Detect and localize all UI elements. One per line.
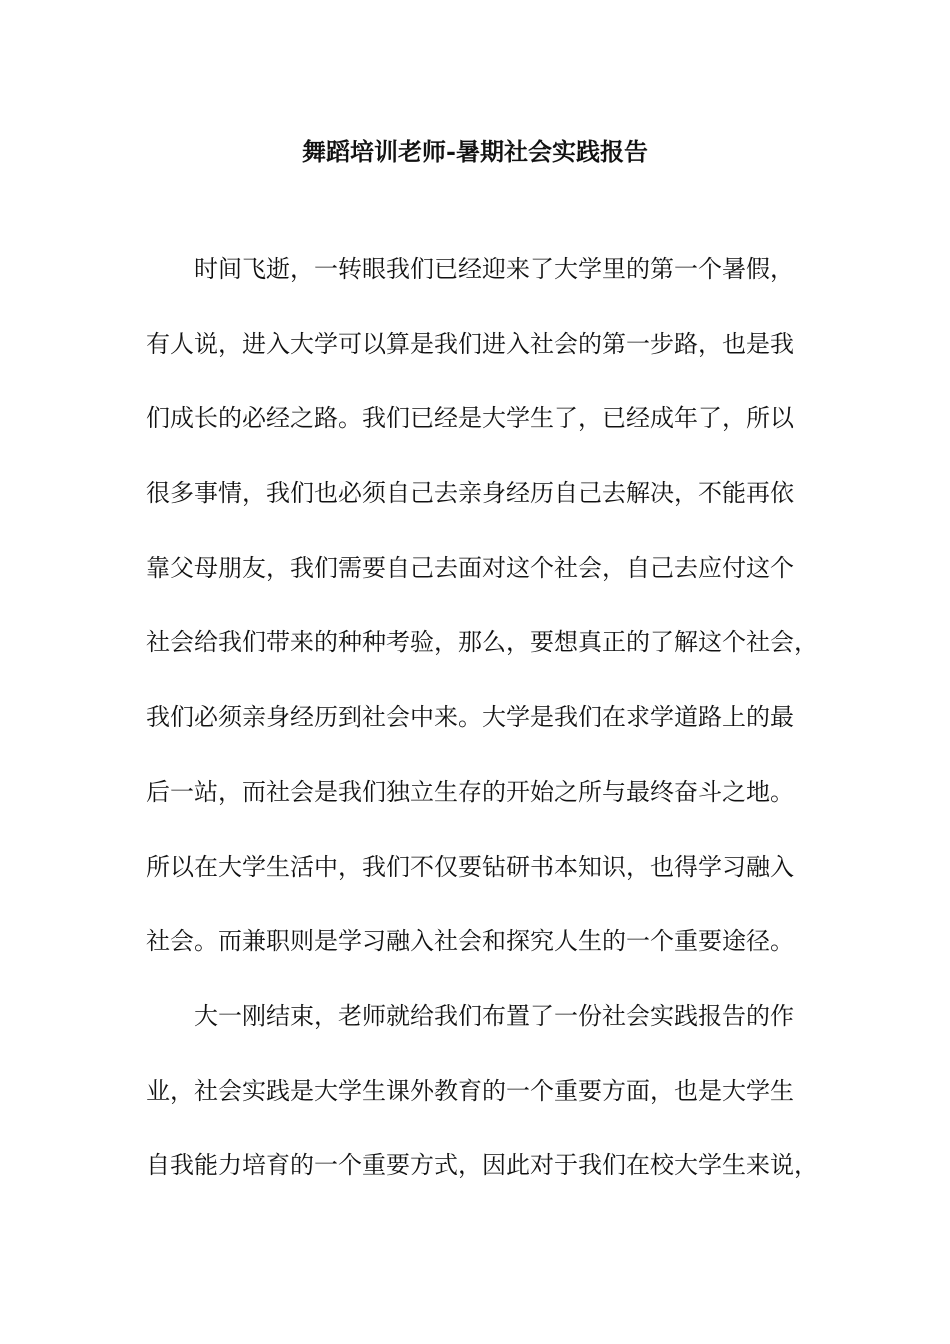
paragraph-line: 有人说，进入大学可以算是我们进入社会的第一步路，也是我 (146, 329, 794, 358)
paragraph-line: 我们必须亲身经历到社会中来。大学是我们在求学道路上的最 (146, 703, 794, 732)
paragraph-line: 时间飞逝，一转眼我们已经迎来了大学里的第一个暑假， (194, 255, 794, 283)
document-title: 舞蹈培训老师-暑期社会实践报告 (302, 137, 648, 166)
paragraph-line: 社会给我们带来的种种考验，那么，要想真正的了解这个社会， (146, 628, 818, 657)
paragraph-line: 很多事情，我们也必须自己去亲身经历自己去解决，不能再依 (146, 479, 794, 508)
paragraph-line: 自我能力培育的一个重要方式，因此对于我们在校大学生来说， (146, 1151, 818, 1180)
paragraph-line: 靠父母朋友，我们需要自己去面对这个社会，自己去应付这个 (146, 553, 794, 582)
document-body (146, 254, 836, 1225)
paragraph-line: 业，社会实践是大学生课外教育的一个重要方面，也是大学生 (146, 1076, 794, 1105)
paragraph-line: 大一刚结束，老师就给我们布置了一份社会实践报告的作 (194, 1001, 794, 1030)
paragraph-line: 后一站，而社会是我们独立生存的开始之所与最终奋斗之地。 (146, 777, 794, 806)
paragraph-line: 社会。而兼职则是学习融入社会和探究人生的一个重要途径。 (146, 927, 794, 956)
paragraph-line: 所以在大学生活中，我们不仅要钻研书本知识，也得学习融入 (146, 852, 794, 881)
paragraph-line: 们成长的必经之路。我们已经是大学生了，已经成年了，所以 (146, 404, 794, 433)
